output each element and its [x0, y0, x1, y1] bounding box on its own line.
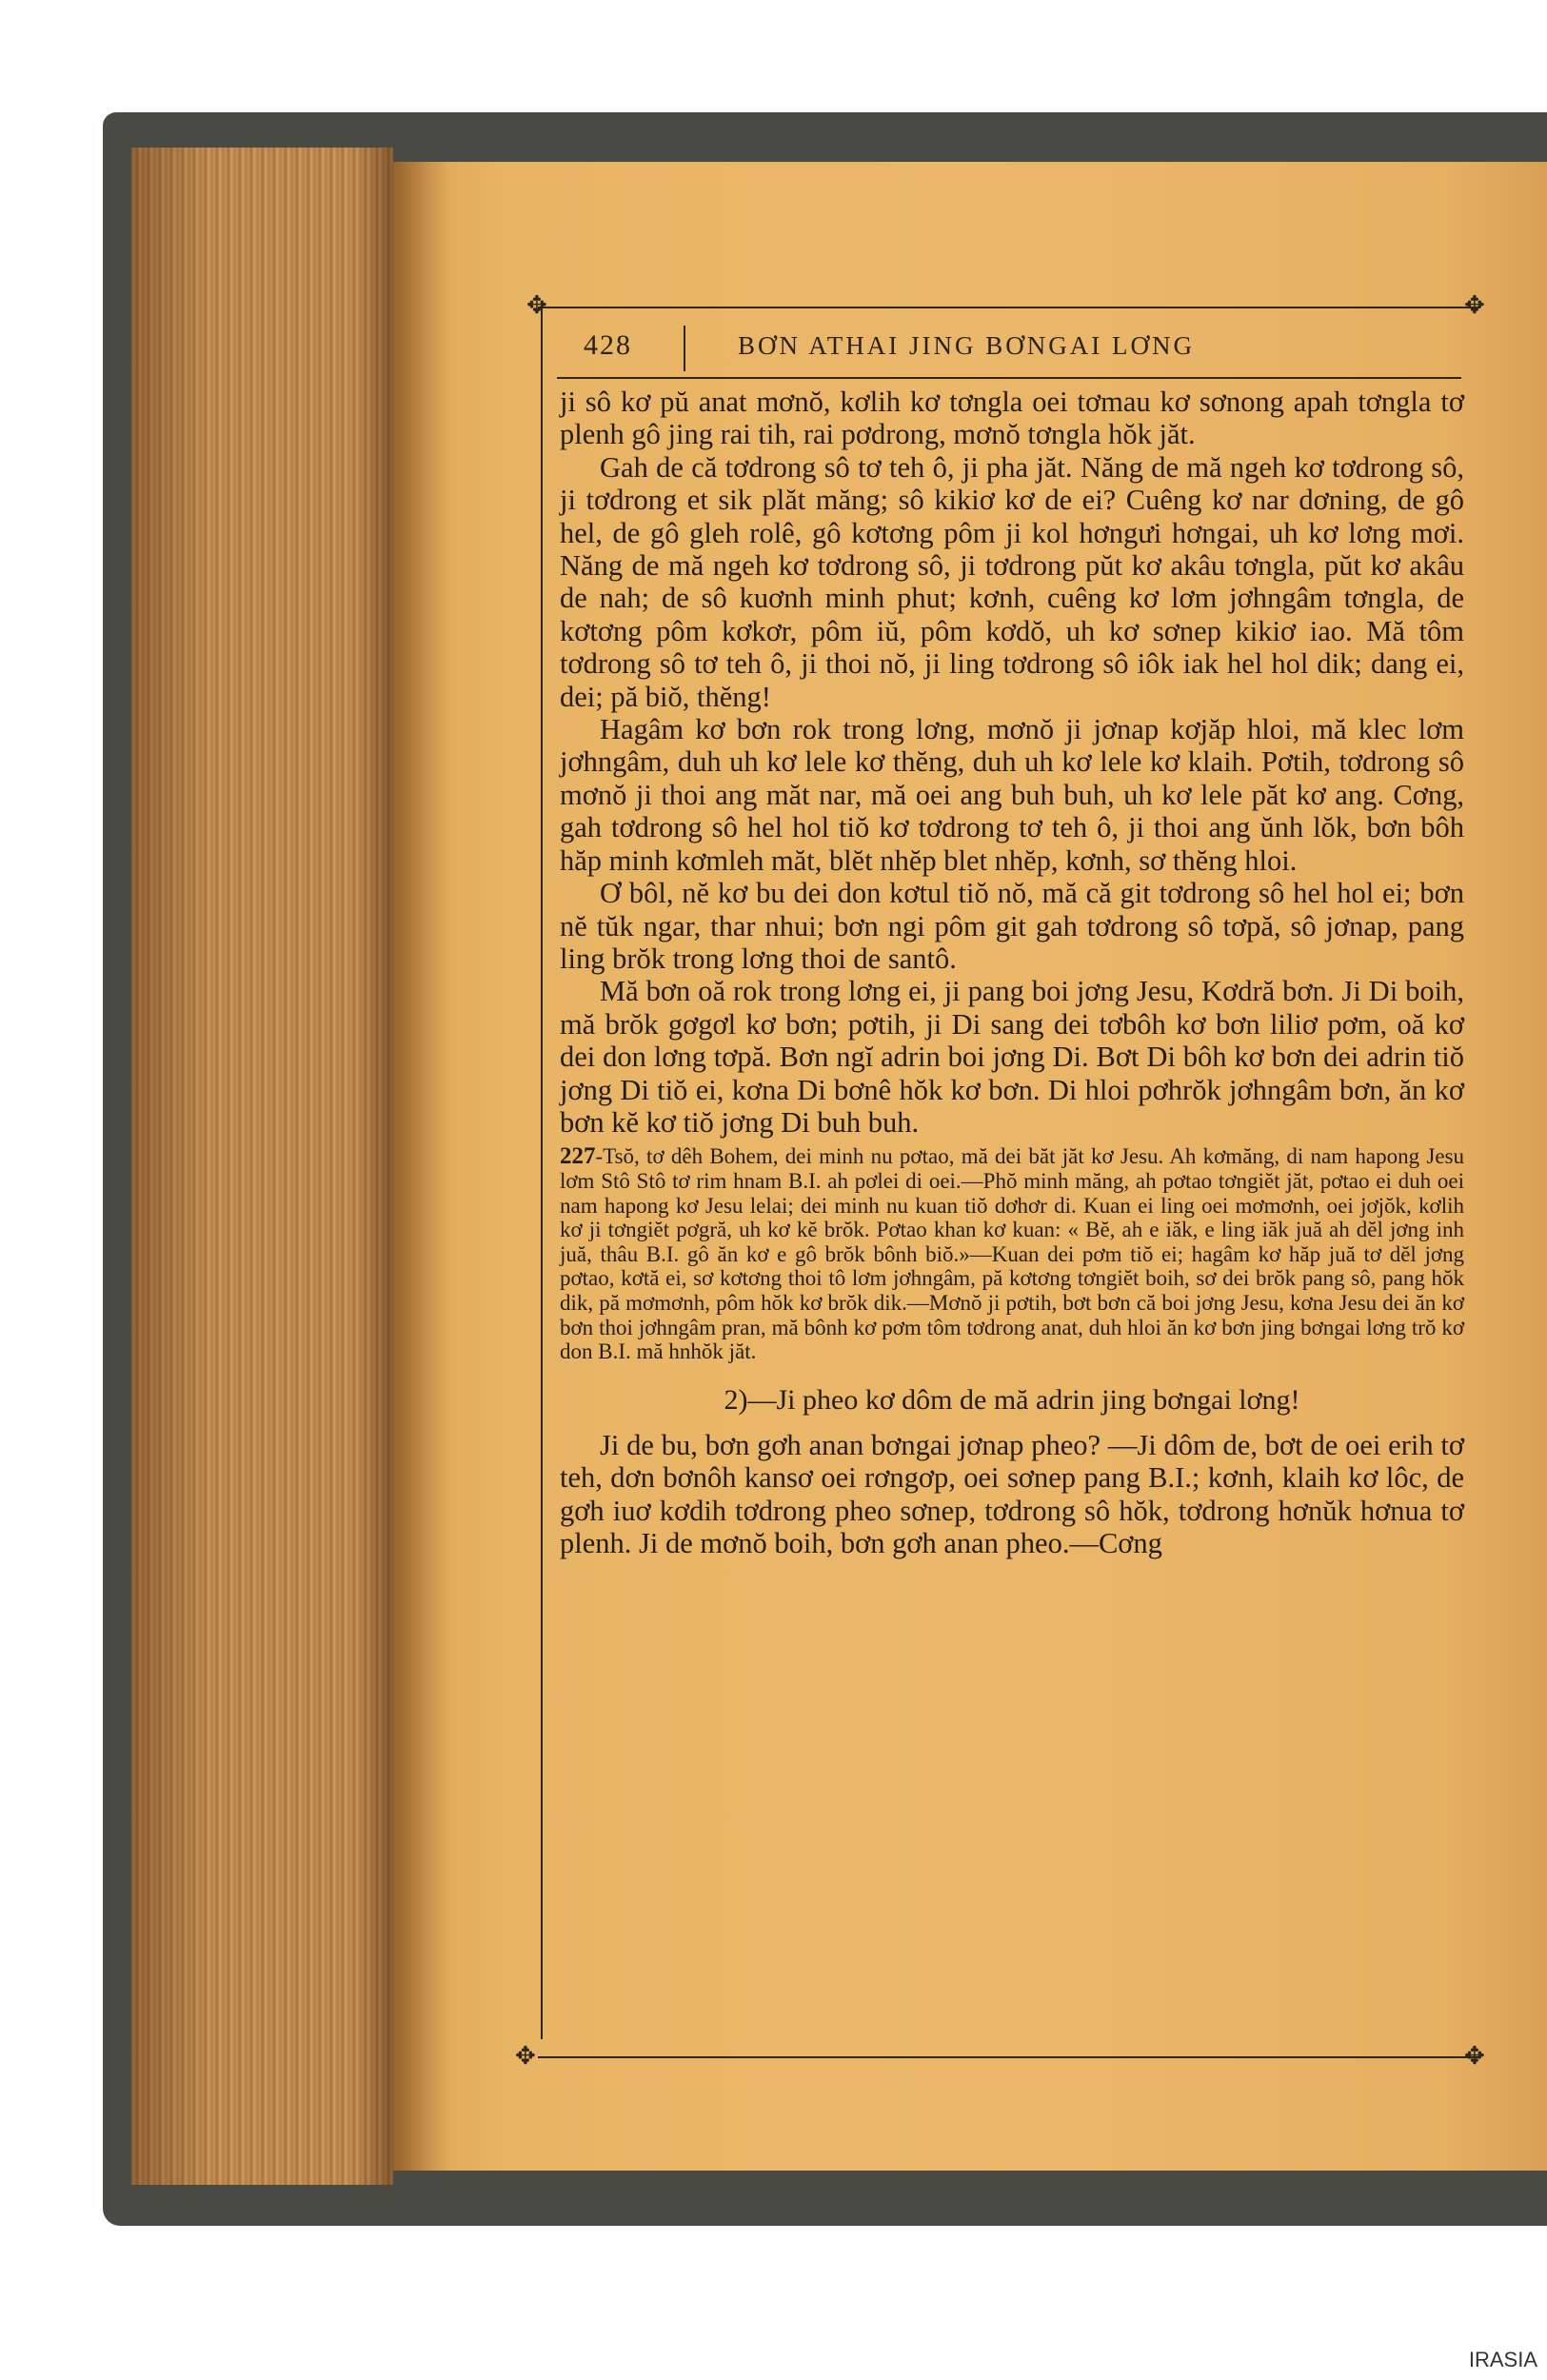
footnote-text: -Tsŏ, tơ dêh Bohem, dei minh nu pơtao, mă dei băt jăt kơ Jesu. Ah kơmăng, di nam hapong Jesu lơm Stô Stô tơ rim hnam B.I. ah pơlei di oei.—Phŏ minh măng, ah pơtao tơngiĕt jăt, pơtao ei duh oei nam hapong kơ Jesu lelai; dei minh nu kuan tiŏ dơhơr di. Kuan ei ling oei mơmơnh, oei jơjŏk, kơlih kơ ji tơngiĕt pơgră, uh kơ kĕ brŏk. Pơtao khan kơ kuan: « Bĕ, ah e iăk, e ling iăk juă ah dĕl jơng inh juă, thâu B.I. gô ăn kơ e gô brŏk bônh biŏ.»—Kuan dei pơm tiŏ ei; hagâm kơ hăp juă tơ dĕl jơng pơtao, kơtă ei, sơ kơtơng thoi tô lơm jơhngâm, pă kơtơng tơngiĕt boih, sơ dei brŏk pang sô, pang hŏk dik, pă mơmơnh, pôm hŏk kơ brŏk dik.—Mơnŏ ji pơtih, bơt bơn că boi jơng Jesu, kơna Jesu dei ăn kơ bơn thoi jơhngâm pran, mă bônh kơ pơm tôm tơdrong anat, duh hloi ăn kơ bơn jing bơngai lơng trŏ kơ don B.I. mă hnhŏk jăt.: [560, 1144, 1464, 1364]
section-2: [560, 1429, 1464, 1560]
frame-rule-bottom: [538, 2056, 1480, 2058]
paragraph: Gah de că tơdrong sô tơ teh ô, ji pha jăt. Năng de mă ngeh kơ tơdrong sô, ji tơdrong et sik plăt măng; sô kikiơ kơ de ei? Cuêng kơ nar dơning, de gô hel, de gô gleh rolê, gô kơtơng pôm ji kol hơngưi hơngai, uh kơ lơng mơi. Năng de mă ngeh kơ tơdrong sô, ji tơdrong pŭt kơ akâu tơngla, pŭt kơ akâu de nah; de sô kuơnh minh phut; kơnh, cuêng kơ lơm jơhngâm tơngla, de kơtơng pôm kơkơr, pôm iŭ, pôm kơdŏ, uh kơ sơnep kikiơ iao. Mă tôm tơdrong sô tơ teh ô, ji thoi nŏ, ji ling tơdrong sô iôk iak hel hol dik; dang ei, dei; pă biŏ, thĕng!: [560, 450, 1464, 713]
frame-rule-top: [538, 307, 1480, 308]
paragraph: Ji de bu, bơn gơh anan bơngai jơnap pheo? —Ji dôm de, bơt de oei erih tơ teh, dơn bơnôh kansơ oei rơngơp, oei sơnep pang B.I.; kơnh, klaih kơ lôc, de gơh iuơ kơdih tơdrong pheo sơnep, tơdrong sô hŏk, tơdrong hơnŭk hơnua tơ plenh. Ji de mơnŏ boih, bơn gơh anan pheo.—Cơng: [560, 1428, 1464, 1559]
paragraph: ji sô kơ pŭ anat mơnŏ, kơlih kơ tơngla oei tơmau kơ sơnong apah tơngla tơ plenh gô jing rai tih, rai pơdrong, mơnŏ tơngla hŏk jăt.: [560, 386, 1464, 451]
footnote: [560, 1144, 1464, 1363]
paragraph: Hagâm kơ bơn rok trong lơng, mơnŏ ji jơnap kơjăp hloi, mă klec lơm jơhngâm, duh uh kơ lele kơ thĕng, duh uh kơ lele kơ klaih. Pơtih, tơdrong sô mơnŏ ji thoi ang măt nar, mă oei ang buh buh, uh kơ lele păt kơ ang. Cơng, gah tơdrong sô hel hol tiŏ kơ tơdrong tơ teh ô, ji thoi ang ŭnh lŏk, bơn bôh hăp minh kơmleh măt, blĕt nhĕp blet nhĕp, kơnh, sơ thĕng hloi.: [560, 713, 1464, 877]
page-text: [560, 386, 1464, 1559]
section-heading: 2)—Ji pheo kơ dôm de mă adrin jing bơngai lơng!: [724, 1383, 1300, 1416]
paragraph: Mă bơn oă rok trong lơng ei, ji pang boi jơng Jesu, Kơdră bơn. Ji Di boih, mă brŏk gơgơl kơ bơn; pơtih, ji Di sang dei tơbôh kơ bơn liliơ pơm, oă kơ dei don lơng tơpă. Bơn ngĭ adrin boi jơng Di. Bơt Di bôh kơ bơn dei adrin tiŏ jơng Di tiŏ ei, kơna Di bơnê hŏk kơ bơn. Di hloi pơhrŏk jơhngâm bơn, ăn kơ bơn kĕ kơ tiŏ jơng Di buh buh.: [560, 975, 1464, 1139]
page-number: 428: [584, 329, 632, 361]
page-edges-shade: [131, 148, 393, 2185]
header-separator: [684, 326, 685, 371]
corner-ornament-icon: ✥: [1464, 2042, 1485, 2071]
running-title: BƠN ATHAI JING BƠNGAI LƠNG: [738, 331, 1195, 360]
footnote-number: 227: [560, 1143, 596, 1170]
corner-ornament-icon: ✥: [1464, 291, 1485, 320]
corner-ornament-icon: ✥: [526, 291, 547, 320]
running-header: [557, 326, 1495, 369]
main-text: [560, 386, 1464, 1139]
frame-rule-left: [541, 307, 543, 2039]
watermark: IRASIA: [1468, 2348, 1537, 2371]
corner-ornament-icon: ✥: [515, 2042, 536, 2071]
paragraph: Ơ bôl, nĕ kơ bu dei don kơtul tiŏ nŏ, mă că git tơdrong sô hel hol ei; bơn nĕ tŭk ngar, thar nhui; bơn ngi pôm git gah tơdrong sô tơpă, sô jơnap, pang ling brŏk trong lơng thoi de santô.: [560, 877, 1464, 975]
gutter-shadow: [393, 162, 450, 2171]
header-rule: [557, 377, 1461, 379]
